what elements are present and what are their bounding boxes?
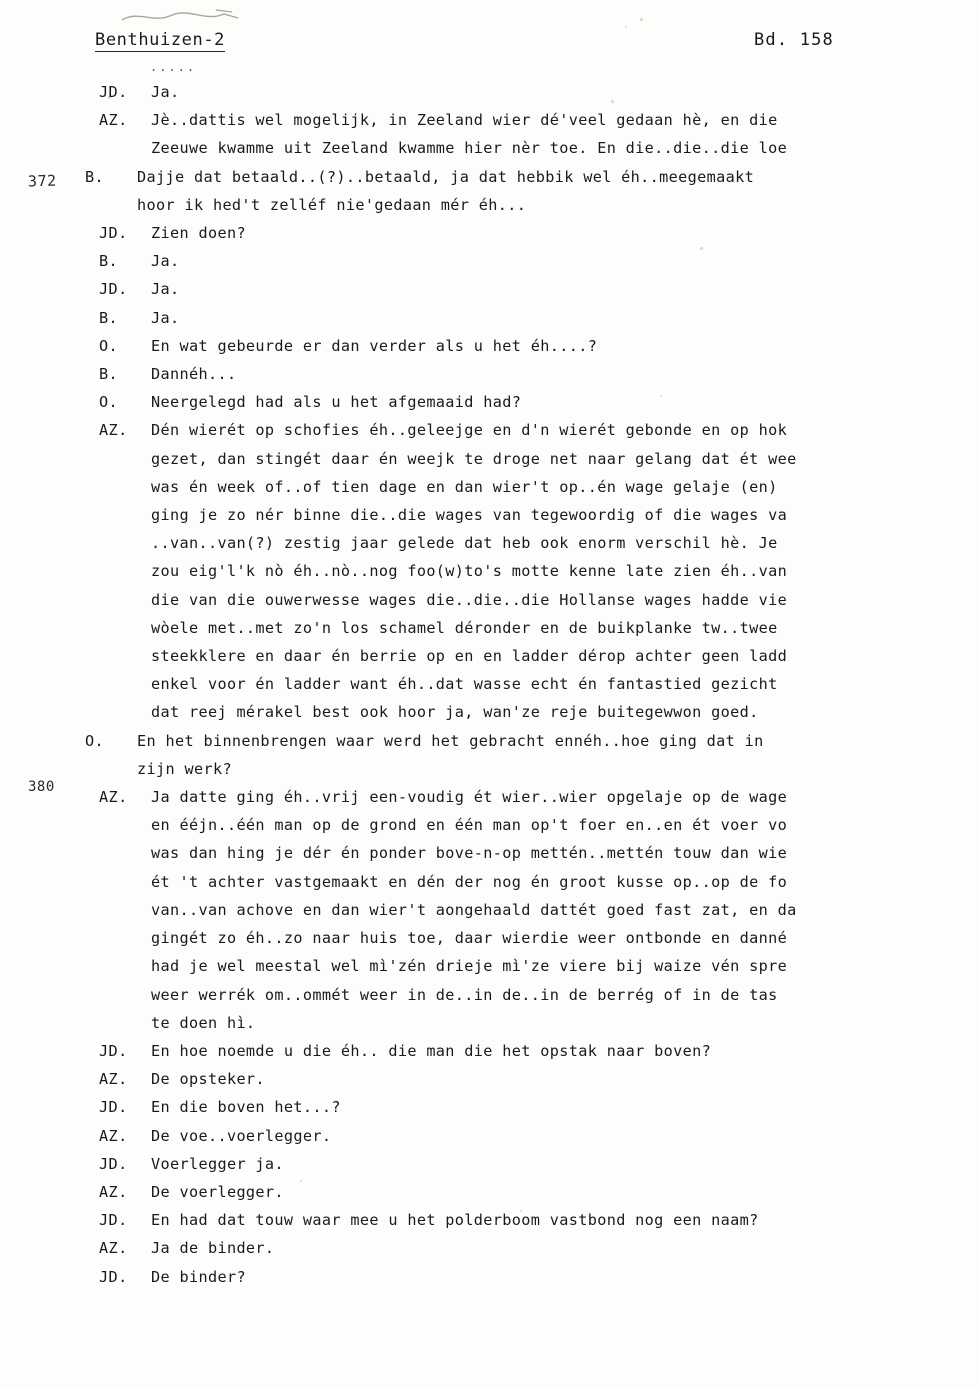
transcript-line: [85, 896, 979, 924]
speaker-label: JD.: [99, 1041, 128, 1060]
transcript-line: [85, 727, 979, 755]
transcript-line: [85, 275, 979, 303]
line-text: Dajje dat betaald..(?)..betaald, ja dat hebbik wel éh..meegemaakt: [137, 167, 755, 186]
transcript-line: [85, 332, 979, 360]
transcript-line: [85, 557, 979, 585]
transcript-line: [85, 1150, 979, 1178]
line-text: Ja.: [151, 83, 180, 101]
transcript-line: [85, 1093, 979, 1121]
line-text: En hoe noemde u die éh.. die man die het opstak naar boven?: [151, 1041, 712, 1060]
transcript-line: [85, 642, 979, 670]
transcript-line: [85, 783, 979, 811]
line-text: ging je zo nér binne die..die wages van tegewoordig of die wages va: [151, 506, 788, 525]
line-text: ét 't achter vastgemaakt en dén der nog én groot kusse op..op de fo: [151, 872, 788, 891]
line-text: Jè..dattis wel mogelijk, in Zeeland wier dé'veel gedaan hè, en die: [151, 111, 778, 130]
scan-speck: [625, 26, 627, 28]
speaker-label: JD.: [99, 1098, 128, 1117]
scan-speck: [640, 18, 643, 21]
line-text: En had dat touw waar mee u het polderboom vastbond nog een naam?: [151, 1211, 759, 1230]
speaker-label: AZ.: [99, 1070, 128, 1089]
line-text: En wat gebeurde er dan verder als u het éh....?: [151, 336, 598, 355]
line-text: zijn werk?: [137, 759, 232, 778]
transcript-line: [85, 360, 979, 388]
transcript-line: [85, 529, 979, 557]
line-text: En die boven het...?: [151, 1098, 341, 1117]
line-text: De opsteker.: [151, 1070, 265, 1089]
line-text: en ééjn..één man op de grond en één man op't foer en..en ét voer vo: [151, 816, 788, 835]
speaker-label: AZ.: [99, 788, 128, 807]
line-text: te doen hì.: [151, 1013, 256, 1032]
line-text: gingét zo éh..zo naar huis toe, daar wierdie weer ontbonde en danné: [151, 929, 788, 948]
line-text: zou eig'l'k nò éh..nò..nog foo(w)to's motte kenne late zien éh..van: [151, 562, 788, 581]
margin-note: 380: [28, 779, 55, 795]
transcript-line: [85, 1009, 979, 1037]
transcript-line: [85, 191, 979, 219]
speaker-label: JD.: [99, 1154, 128, 1173]
page-title: Benthuizen-2: [95, 30, 226, 50]
transcript-line: [85, 698, 979, 726]
speaker-label: JD.: [99, 224, 128, 243]
speaker-label: B.: [99, 252, 119, 271]
line-text: Ja datte ging éh..vrij een-voudig ét wier..wier opgelaje op de wage: [151, 788, 788, 807]
line-text: Zien doen?: [151, 224, 246, 243]
transcript-line: [85, 247, 979, 275]
transcript-line: [85, 416, 979, 444]
speaker-label: JD.: [99, 1267, 128, 1286]
transcript-line: [85, 1234, 979, 1262]
transcript-line: [85, 78, 979, 106]
page-header: [95, 30, 919, 60]
transcript-line: [85, 1206, 979, 1234]
transcript-line: [85, 670, 979, 698]
line-text: weer werrék om..ommét weer in de..in de..in de berrég of in de tas: [151, 985, 778, 1004]
speaker-label: JD.: [99, 1211, 128, 1230]
speaker-label: AZ.: [99, 1239, 128, 1258]
header-dots: .....: [150, 60, 197, 74]
transcript-line: [85, 811, 979, 839]
speaker-label: O.: [99, 393, 119, 412]
line-text: dat reej mérakel best ook hoor ja, wan'ze reje buitegewwon goed.: [151, 703, 759, 722]
transcript-line: [85, 501, 979, 529]
transcript-line: [85, 388, 979, 416]
speaker-label: B.: [99, 365, 119, 384]
transcript-line: [85, 134, 979, 162]
line-text: Ja de binder.: [151, 1239, 275, 1258]
transcript-line: [85, 304, 979, 332]
speaker-label: AZ.: [99, 421, 128, 440]
line-text: wòele met..met zo'n los schamel déronder en de buikplanke tw..twee: [151, 618, 778, 637]
line-text: ..van..van(?) zestig jaar gelede dat heb ook enorm verschil hè. Je: [151, 534, 778, 553]
transcript-line: [85, 1263, 979, 1291]
line-text: hoor ik hed't zelléf nie'gedaan mér éh...: [137, 195, 527, 214]
margin-note: 372: [27, 171, 57, 191]
transcript-line: [85, 839, 979, 867]
transcript-line: [85, 586, 979, 614]
transcript-line: [85, 1178, 979, 1206]
transcript-line: [85, 1122, 979, 1150]
line-text: steekklere en daar én berrie op en en ladder dérop achter geen ladd: [151, 647, 788, 666]
line-text: Ja.: [151, 280, 180, 299]
transcript-line: [85, 1065, 979, 1093]
transcript-line: [85, 219, 979, 247]
speaker-label: AZ.: [99, 1126, 128, 1145]
line-text: gezet, dan stingét daar én weejk te droge net naar gelang dat ét wee: [151, 449, 797, 468]
transcript-line: [85, 1037, 979, 1065]
line-text: was dan hing je dér én ponder bove-n-op mettén..mettén touw dan wie: [151, 844, 788, 863]
transcript-line: [85, 868, 979, 896]
page-reference: Bd. 158: [753, 30, 834, 50]
transcript-body: [85, 78, 979, 1291]
line-text: die van die ouwerwesse wages die..die..die Hollanse wages hadde vie: [151, 590, 788, 609]
transcript-line: [85, 952, 979, 980]
speaker-label: JD.: [99, 83, 128, 101]
transcript-line: [85, 755, 979, 783]
line-text: De voerlegger.: [151, 1182, 284, 1201]
speaker-label: O.: [99, 336, 119, 355]
transcript-line: [85, 473, 979, 501]
line-text: Dén wierét op schofies éh..geleejge en d'n wierét gebonde en op hok: [151, 421, 788, 440]
speaker-label: B.: [99, 308, 119, 327]
line-text: Neergelegd had als u het afgemaaid had?: [151, 393, 522, 412]
line-text: Dannéh...: [151, 365, 237, 384]
transcript-line: [85, 614, 979, 642]
line-text: Zeeuwe kwamme uit Zeeland kwamme hier nèr toe. En die..die..die loe: [151, 139, 788, 158]
transcript-line: [85, 445, 979, 473]
pencil-scribble: [120, 6, 240, 28]
speaker-label: AZ.: [99, 1182, 128, 1201]
speaker-label: B.: [85, 167, 105, 186]
line-text: De voe..voerlegger.: [151, 1126, 332, 1145]
speaker-label: AZ.: [99, 111, 128, 130]
line-text: Voerlegger ja.: [151, 1154, 284, 1173]
speaker-label: O.: [85, 731, 105, 750]
transcript-line: [85, 924, 979, 952]
line-text: enkel voor én ladder want éh..dat wasse echt én fantastied gezicht: [151, 675, 778, 694]
line-text: En het binnenbrengen waar werd het gebracht ennéh..hoe ging dat in: [137, 731, 764, 750]
line-text: van..van achove en dan wier't aongehaald dattét goed fast zat, en da: [151, 900, 797, 919]
speaker-label: JD.: [99, 280, 128, 299]
line-text: Ja.: [151, 252, 180, 271]
transcript-line: [85, 163, 979, 191]
transcript-line: [85, 981, 979, 1009]
line-text: Ja.: [151, 308, 180, 327]
line-text: was én week of..of tien dage en dan wier't op..én wage gelaje (en): [151, 477, 778, 496]
transcript-line: [85, 106, 979, 134]
line-text: De binder?: [151, 1267, 246, 1286]
line-text: had je wel meestal wel mì'zén drieje mì'ze viere bij waize vén spre: [151, 957, 788, 976]
